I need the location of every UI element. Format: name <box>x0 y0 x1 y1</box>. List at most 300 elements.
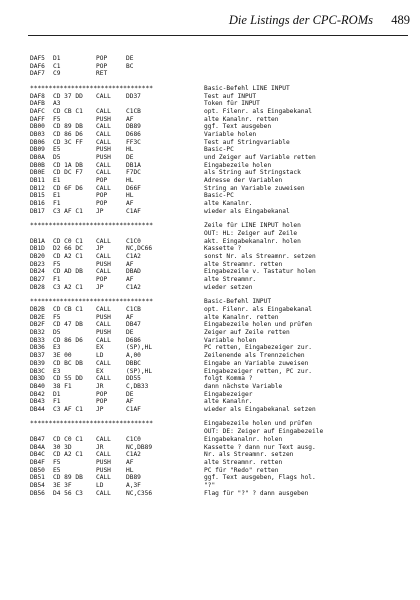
address: DB54 <box>30 481 45 489</box>
address: DB3D <box>30 375 45 383</box>
operand: C1C0 <box>126 435 141 443</box>
operand: C1CB <box>126 107 141 115</box>
address: DB11 <box>30 177 45 185</box>
address: DB24 <box>30 268 45 276</box>
operand: DE <box>126 154 134 162</box>
opcode-bytes: 3E 3F <box>53 481 72 489</box>
blank-line <box>30 292 410 299</box>
opcode-bytes: F1 <box>53 276 61 284</box>
code-line <box>30 436 410 444</box>
operand: C1A2 <box>126 451 141 459</box>
opcode-bytes: D2 66 DC <box>53 245 83 253</box>
address: DAFB <box>30 100 45 108</box>
opcode-bytes: E1 <box>53 177 61 185</box>
code-line <box>30 368 410 376</box>
address: DB0B <box>30 161 45 169</box>
opcode-bytes: CD DC F7 <box>53 169 83 177</box>
section-title: Eingabezeile holen und prüfen <box>204 420 313 428</box>
mnemonic: POP <box>96 200 108 208</box>
operand: DB89 <box>126 123 141 131</box>
section-title: Basic-Befehl INPUT <box>204 298 272 306</box>
section-title: Zeile für LINE INPUT holen <box>204 222 301 230</box>
operand: C1A2 <box>126 253 141 261</box>
comment: Eingabekanalnr. holen <box>204 435 283 443</box>
comment: OUT: DE: Zeiger auf Eingabezeile <box>204 428 324 436</box>
operand: (SP),HL <box>126 344 153 352</box>
comment: Eingabe an Variable zuweisen <box>204 359 309 367</box>
address: DB17 <box>30 207 45 215</box>
comment: akt. Eingabekanalnr. holen <box>204 237 301 245</box>
code-line <box>30 55 410 63</box>
operand: AF <box>126 313 134 321</box>
code-line <box>30 391 410 399</box>
operand: C1AF <box>126 405 141 413</box>
mnemonic: PUSH <box>96 329 111 337</box>
mnemonic: LD <box>96 481 104 489</box>
address: DB44 <box>30 405 45 413</box>
code-line <box>30 177 410 185</box>
opcode-bytes: D1 <box>53 390 61 398</box>
code-line <box>30 230 410 238</box>
address: DB06 <box>30 138 45 146</box>
mnemonic: POP <box>96 177 108 185</box>
operand: DE <box>126 329 134 337</box>
code-line <box>30 185 410 193</box>
mnemonic: PUSH <box>96 154 111 162</box>
opcode-bytes: CD 3C FF <box>53 138 83 146</box>
address: DAFF <box>30 115 45 123</box>
code-line <box>30 63 410 71</box>
opcode-bytes: 3E 00 <box>53 352 72 360</box>
operand: C1CB <box>126 306 141 314</box>
code-line <box>30 344 410 352</box>
code-line <box>30 192 410 200</box>
code-line <box>30 321 410 329</box>
operand: NC,DB89 <box>126 443 153 451</box>
opcode-bytes: E3 <box>53 367 61 375</box>
code-line <box>30 428 410 436</box>
comment: opt. Filenr. als Eingabekanal <box>204 107 313 115</box>
opcode-bytes: E1 <box>53 192 61 200</box>
code-line <box>30 329 410 337</box>
code-line <box>30 337 410 345</box>
address: DB2F <box>30 321 45 329</box>
operand: C,DB33 <box>126 382 149 390</box>
address: DB42 <box>30 390 45 398</box>
comment: dann nächste Variable <box>204 382 283 390</box>
address: DB47 <box>30 435 45 443</box>
blank-line <box>30 414 410 421</box>
code-line <box>30 208 410 216</box>
comment: ggf. Text ausgeben <box>204 123 272 131</box>
address: DAF7 <box>30 70 45 78</box>
opcode-bytes: E5 <box>53 466 61 474</box>
section-heading <box>30 85 410 93</box>
code-line <box>30 100 410 108</box>
code-line <box>30 169 410 177</box>
code-line <box>30 451 410 459</box>
opcode-bytes: CD C0 C1 <box>53 237 83 245</box>
mnemonic: CALL <box>96 253 111 261</box>
opcode-bytes: C1 <box>53 62 61 70</box>
address: DB3C <box>30 367 45 375</box>
address: DAFC <box>30 107 45 115</box>
running-title: Die Listings der CPC-ROMs <box>228 13 373 27</box>
opcode-bytes: CD 89 DB <box>53 474 83 482</box>
comment: Basic-PC <box>204 192 234 200</box>
address: DB2B <box>30 306 45 314</box>
comment: alte Kanalnr. retten <box>204 115 279 123</box>
code-line <box>30 306 410 314</box>
mnemonic: CALL <box>96 123 111 131</box>
opcode-bytes: C3 AF C1 <box>53 405 83 413</box>
opcode-bytes: F5 <box>53 260 61 268</box>
comment: Variable holen <box>204 336 257 344</box>
opcode-bytes: CD C0 C1 <box>53 435 83 443</box>
address: DB4A <box>30 443 45 451</box>
address: DB36 <box>30 344 45 352</box>
comment: "?" <box>204 481 216 489</box>
address: DB27 <box>30 276 45 284</box>
mnemonic: JP <box>96 207 104 215</box>
mnemonic: JP <box>96 405 104 413</box>
opcode-bytes: F1 <box>53 398 61 406</box>
code-line <box>30 93 410 101</box>
mnemonic: POP <box>96 398 108 406</box>
comment: Test auf Stringvariable <box>204 138 290 146</box>
address: DAF8 <box>30 92 45 100</box>
mnemonic: PUSH <box>96 458 111 466</box>
page-number: 489 <box>391 13 410 27</box>
opcode-bytes: C3 AF C1 <box>53 207 83 215</box>
opcode-bytes: 30 3D <box>53 443 72 451</box>
code-line <box>30 154 410 162</box>
operand: DE <box>126 55 134 62</box>
separator-stars: ********************************* <box>30 420 153 428</box>
comment: Eingabezeile v. Tastatur holen <box>204 268 316 276</box>
comment: Kassette ? dann nur Text ausg. <box>204 443 316 451</box>
operand: C1AF <box>126 207 141 215</box>
comment: alte Kanalnr. <box>204 200 253 208</box>
comment: PC retten, Eingabezeiger zur. <box>204 344 313 352</box>
opcode-bytes: CD BC DB <box>53 359 83 367</box>
operand: AF <box>126 458 134 466</box>
mnemonic: JR <box>96 382 104 390</box>
comment: Test auf INPUT <box>204 92 257 100</box>
code-line <box>30 70 410 78</box>
comment: sonst Nr. als Streamnr. setzen <box>204 253 316 261</box>
comment: PC für "Redo" retten <box>204 466 279 474</box>
address: DB40 <box>30 382 45 390</box>
address: DB56 <box>30 489 45 497</box>
code-line <box>30 444 410 452</box>
opcode-bytes: CD 37 DD <box>53 92 83 100</box>
opcode-bytes: E3 <box>53 344 61 352</box>
mnemonic: CALL <box>96 107 111 115</box>
section-heading <box>30 420 410 428</box>
address: DB0E <box>30 169 45 177</box>
address: DB20 <box>30 253 45 261</box>
code-line <box>30 253 410 261</box>
header-rule <box>28 35 408 36</box>
mnemonic: CALL <box>96 184 111 192</box>
code-line <box>30 314 410 322</box>
address: DB23 <box>30 260 45 268</box>
address: DB12 <box>30 184 45 192</box>
separator-stars: ********************************* <box>30 298 153 306</box>
comment: OUT: HL: Zeiger auf Zeile <box>204 230 298 238</box>
code-line <box>30 375 410 383</box>
mnemonic: EX <box>96 367 104 375</box>
comment: als String auf Stringstack <box>204 169 301 177</box>
operand: DBBC <box>126 359 141 367</box>
comment: folgt Komma ? <box>204 375 253 383</box>
opcode-bytes: CD A2 C1 <box>53 253 83 261</box>
opcode-bytes: CD 6F D6 <box>53 184 83 192</box>
opcode-bytes: A3 <box>53 100 61 108</box>
code-line <box>30 284 410 292</box>
operand: F7DC <box>126 169 141 177</box>
opcode-bytes: CD AD DB <box>53 268 83 276</box>
address: DB2E <box>30 313 45 321</box>
code-line <box>30 108 410 116</box>
mnemonic: CALL <box>96 474 111 482</box>
operand: DBAD <box>126 268 141 276</box>
mnemonic: PUSH <box>96 115 111 123</box>
address: DB09 <box>30 146 45 154</box>
operand: HL <box>126 146 134 154</box>
opcode-bytes: CD CB C1 <box>53 306 83 314</box>
comment: Flag für "?" ? dann ausgeben <box>204 489 309 497</box>
mnemonic: CALL <box>96 138 111 146</box>
address: DB0A <box>30 154 45 162</box>
address: DB37 <box>30 352 45 360</box>
comment: opt. Filenr. als Eingabekanal <box>204 306 313 314</box>
mnemonic: EX <box>96 344 104 352</box>
comment: wieder als Eingabekanal <box>204 207 290 215</box>
comment: wieder als Eingabekanal setzen <box>204 405 316 413</box>
comment: Kassette ? <box>204 245 242 253</box>
code-line <box>30 398 410 406</box>
code-line <box>30 131 410 139</box>
address: DB1A <box>30 237 45 245</box>
operand: D66F <box>126 184 141 192</box>
code-line <box>30 459 410 467</box>
operand: A,3F <box>126 481 141 489</box>
code-line <box>30 139 410 147</box>
opcode-bytes: D5 <box>53 154 61 162</box>
operand: C1C0 <box>126 237 141 245</box>
code-line <box>30 482 410 490</box>
opcode-bytes: CD 86 D6 <box>53 130 83 138</box>
mnemonic: CALL <box>96 130 111 138</box>
assembly-listing <box>30 55 410 497</box>
address: DB43 <box>30 398 45 406</box>
mnemonic: POP <box>96 390 108 398</box>
opcode-bytes: CD 55 DD <box>53 375 83 383</box>
opcode-bytes: F1 <box>53 200 61 208</box>
mnemonic: CALL <box>96 321 111 329</box>
address: DB50 <box>30 466 45 474</box>
address: DB51 <box>30 474 45 482</box>
operand: DB89 <box>126 474 141 482</box>
page-header <box>0 11 420 31</box>
address: DB15 <box>30 192 45 200</box>
section-heading <box>30 298 410 306</box>
address: DB33 <box>30 336 45 344</box>
comment: String an Variable zuweisen <box>204 184 305 192</box>
mnemonic: CALL <box>96 92 111 100</box>
code-line <box>30 406 410 414</box>
comment: alte Streamnr. retten <box>204 458 283 466</box>
comment: Adresse der Variablen <box>204 177 283 185</box>
operand: HL <box>126 192 134 200</box>
code-line <box>30 474 410 482</box>
opcode-bytes: D4 56 C3 <box>53 489 83 497</box>
blank-line <box>30 216 410 223</box>
mnemonic: POP <box>96 62 108 70</box>
opcode-bytes: D5 <box>53 329 61 337</box>
opcode-bytes: E5 <box>53 146 61 154</box>
mnemonic: JR <box>96 443 104 451</box>
comment: Zeilenende als Trennzeichen <box>204 352 305 360</box>
mnemonic: CALL <box>96 435 111 443</box>
code-line <box>30 360 410 368</box>
operand: D686 <box>126 336 141 344</box>
address: DB00 <box>30 123 45 131</box>
code-line <box>30 200 410 208</box>
address: DB32 <box>30 329 45 337</box>
mnemonic: JP <box>96 245 104 253</box>
code-line <box>30 276 410 284</box>
comment: alte Kanalnr. retten <box>204 313 279 321</box>
opcode-bytes: F5 <box>53 115 61 123</box>
opcode-bytes: CD A2 C1 <box>53 451 83 459</box>
comment: Eingabezeiger <box>204 390 253 398</box>
code-line <box>30 467 410 475</box>
operand: NC,DC66 <box>126 245 153 253</box>
code-line <box>30 123 410 131</box>
operand: NC,C356 <box>126 489 153 497</box>
operand: DB1A <box>126 161 141 169</box>
code-line <box>30 245 410 253</box>
address: DB03 <box>30 130 45 138</box>
comment: alte Kanalnr. <box>204 398 253 406</box>
code-line <box>30 490 410 498</box>
address: DAF6 <box>30 62 45 70</box>
opcode-bytes: D1 <box>53 55 61 62</box>
address: DB4C <box>30 451 45 459</box>
comment: alte Streamnr. <box>204 276 257 284</box>
mnemonic: JP <box>96 283 104 291</box>
address: DB39 <box>30 359 45 367</box>
code-line <box>30 352 410 360</box>
separator-stars: ********************************* <box>30 222 153 230</box>
mnemonic: POP <box>96 192 108 200</box>
operand: DE <box>126 390 134 398</box>
mnemonic: CALL <box>96 161 111 169</box>
mnemonic: CALL <box>96 359 111 367</box>
opcode-bytes: CD CB C1 <box>53 107 83 115</box>
mnemonic: CALL <box>96 169 111 177</box>
address: DB28 <box>30 283 45 291</box>
address: DB16 <box>30 200 45 208</box>
code-line <box>30 238 410 246</box>
opcode-bytes: C3 A2 C1 <box>53 283 83 291</box>
comment: alte Streamnr. retten <box>204 260 283 268</box>
operand: (SP),HL <box>126 367 153 375</box>
comment: und Zeiger auf Variable retten <box>204 154 316 162</box>
mnemonic: PUSH <box>96 146 111 154</box>
code-line <box>30 261 410 269</box>
mnemonic: CALL <box>96 451 111 459</box>
comment: Eingabezeile holen <box>204 161 272 169</box>
comment: Nr. als Streamnr. setzen <box>204 451 294 459</box>
mnemonic: CALL <box>96 489 111 497</box>
operand: AF <box>126 200 134 208</box>
operand: BC <box>126 62 134 70</box>
opcode-bytes: CD 47 DB <box>53 321 83 329</box>
operand: HL <box>126 466 134 474</box>
operand: DB47 <box>126 321 141 329</box>
operand: D686 <box>126 130 141 138</box>
code-line <box>30 146 410 154</box>
operand: AF <box>126 398 134 406</box>
comment: Token für INPUT <box>204 100 260 108</box>
comment: Zeiger auf Zeile retten <box>204 329 290 337</box>
mnemonic: PUSH <box>96 260 111 268</box>
operand: HL <box>126 177 134 185</box>
mnemonic: PUSH <box>96 313 111 321</box>
comment: wieder setzen <box>204 283 253 291</box>
opcode-bytes: F5 <box>53 458 61 466</box>
operand: DD55 <box>126 375 141 383</box>
operand: DD37 <box>126 92 141 100</box>
opcode-bytes: F5 <box>53 313 61 321</box>
code-line <box>30 116 410 124</box>
comment: Basic-PC <box>204 146 234 154</box>
mnemonic: POP <box>96 276 108 284</box>
operand: FF3C <box>126 138 141 146</box>
address: DAF5 <box>30 55 45 62</box>
opcode-bytes: C9 <box>53 70 61 78</box>
mnemonic: LD <box>96 352 104 360</box>
operand: AF <box>126 260 134 268</box>
code-line <box>30 162 410 170</box>
code-line <box>30 268 410 276</box>
mnemonic: CALL <box>96 237 111 245</box>
comment: Eingabezeile holen und prüfen <box>204 321 313 329</box>
operand: C1A2 <box>126 283 141 291</box>
comment: ggf. Text ausgeben, Flags hol. <box>204 474 316 482</box>
mnemonic: PUSH <box>96 466 111 474</box>
operand: AF <box>126 276 134 284</box>
mnemonic: CALL <box>96 375 111 383</box>
mnemonic: RET <box>96 70 108 78</box>
mnemonic: CALL <box>96 268 111 276</box>
operand: AF <box>126 115 134 123</box>
section-heading <box>30 222 410 230</box>
mnemonic: CALL <box>96 336 111 344</box>
section-title: Basic-Befehl LINE INPUT <box>204 84 290 92</box>
address: DB4F <box>30 458 45 466</box>
comment: Eingabezeiger retten, PC zur. <box>204 367 313 375</box>
opcode-bytes: CD 89 DB <box>53 123 83 131</box>
opcode-bytes: CD 1A DB <box>53 161 83 169</box>
comment: Variable holen <box>204 130 257 138</box>
code-line <box>30 383 410 391</box>
blank-line <box>30 78 410 85</box>
